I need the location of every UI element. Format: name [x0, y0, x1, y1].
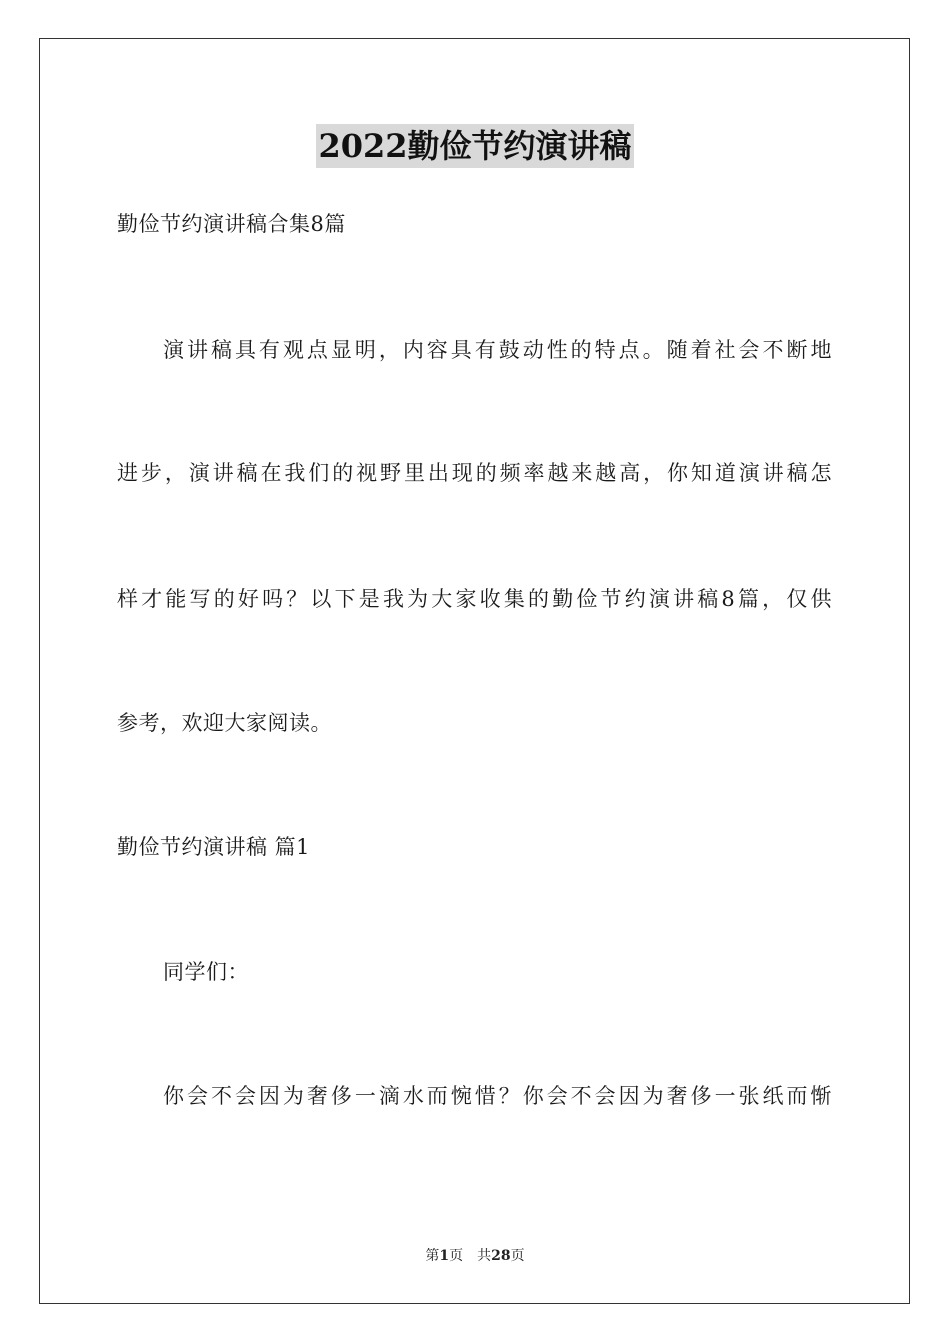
total-pages: 28	[491, 1248, 511, 1264]
document-title: 2022勤俭节约演讲稿	[316, 124, 633, 168]
paragraph-line-2: 进步，演讲稿在我们的视野里出现的频率越来越高，你知道演讲稿怎	[117, 461, 832, 485]
total-suffix: 页	[510, 1248, 525, 1264]
page-prefix: 第	[425, 1248, 440, 1264]
paragraph-line-3: 样才能写的好吗？以下是我为大家收集的勤俭节约演讲稿8篇，仅供	[117, 587, 832, 611]
page-number: 1	[439, 1248, 450, 1264]
paragraph-line-1: 演讲稿具有观点显明，内容具有鼓动性的特点。随着社会不断地	[163, 338, 832, 362]
greeting: 同学们：	[163, 960, 249, 984]
paragraph-line-4: 参考，欢迎大家阅读。	[117, 711, 332, 735]
body-line: 你会不会因为奢侈一滴水而惋惜？你会不会因为奢侈一张纸而惭	[163, 1084, 832, 1108]
page-suffix: 页	[449, 1248, 464, 1264]
page-footer	[0, 1246, 950, 1266]
document-subtitle: 勤俭节约演讲稿合集8篇	[117, 212, 346, 236]
total-prefix: 共	[477, 1248, 492, 1264]
section-heading: 勤俭节约演讲稿 篇1	[117, 835, 311, 859]
title-container	[0, 124, 950, 168]
